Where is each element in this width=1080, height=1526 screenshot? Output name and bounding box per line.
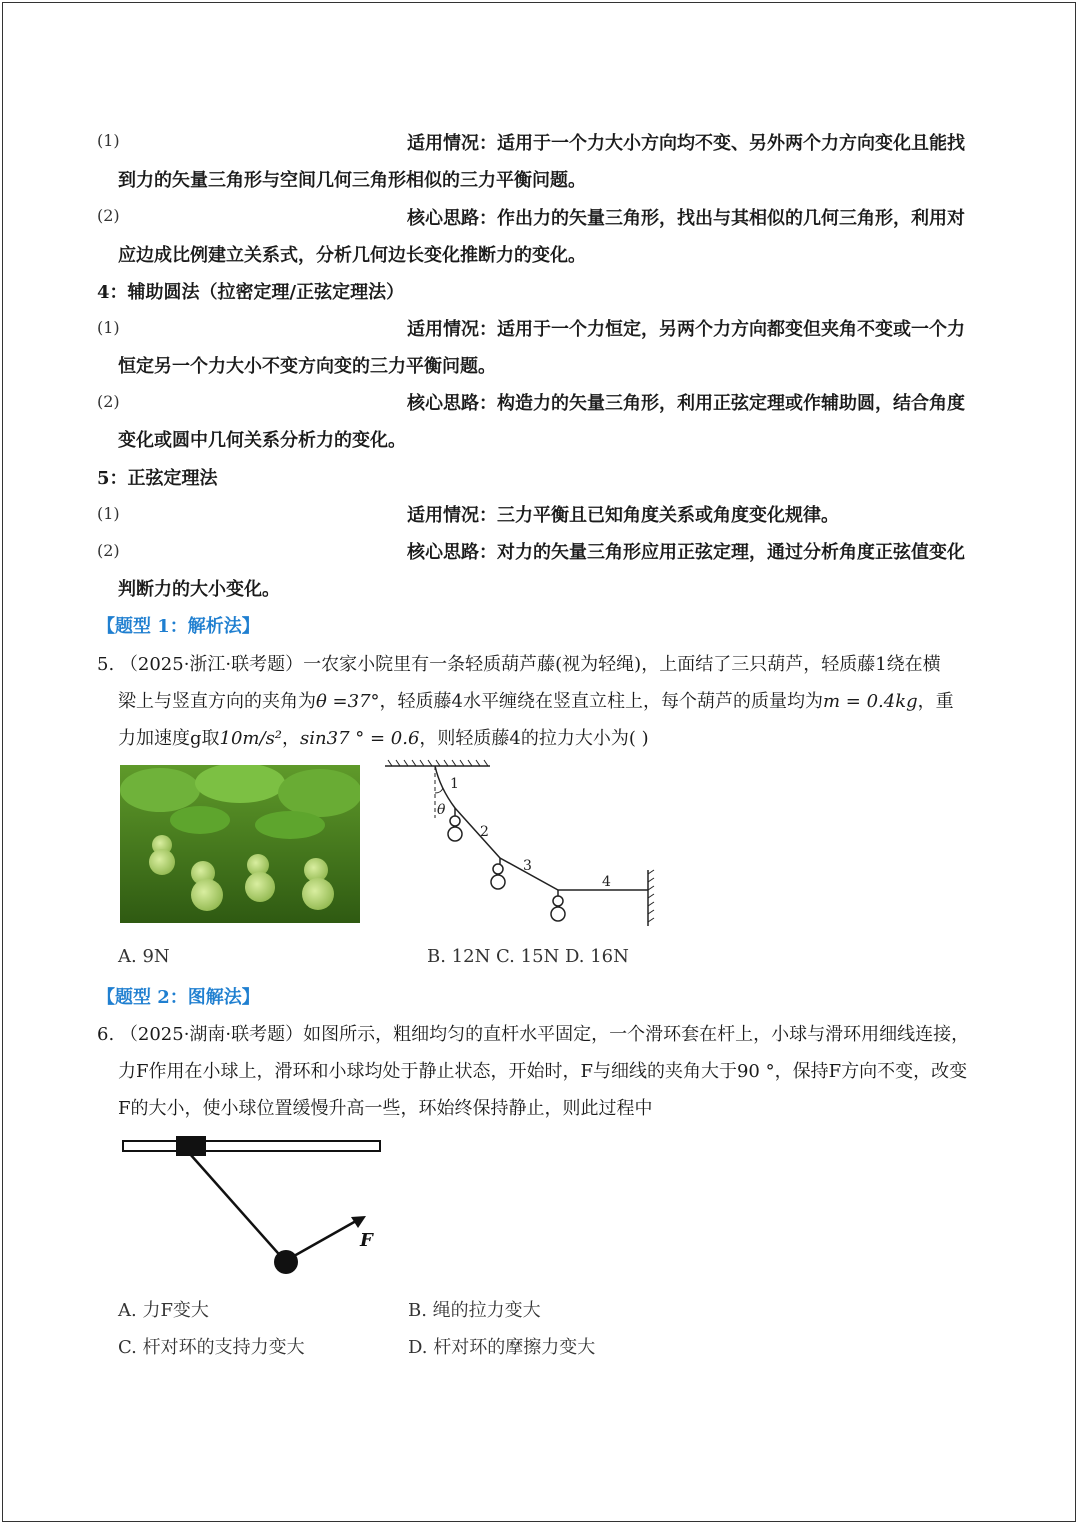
option-b: B. 绳的拉力变大 [408,1300,541,1321]
rod-ring-ball-diagram [118,1128,388,1278]
item-text-continued: 到力的矢量三角形与空间几何三角形相似的三力平衡问题。 [118,170,586,191]
label-1: 1 [450,776,459,792]
item-text: 适用情况：适用于一个力大小方向均不变、另外两个力方向变化且能找 [407,133,965,154]
option-c: C. 杆对环的支持力变大 [118,1337,305,1358]
label-2: 2 [480,824,489,840]
section-heading-4: 4：辅助圆法（拉密定理/正弦定理法） [97,282,405,303]
item-number: (2) [97,392,120,411]
label-4: 4 [602,874,611,890]
gourd-photo [120,765,360,923]
item-text: 适用情况：适用于一个力恒定，另两个力方向都变但夹角不变或一个力 [407,319,965,340]
item-text-continued: 应边成比例建立关系式，分析几何边长变化推断力的变化。 [118,245,586,266]
item-number: (2) [97,541,120,560]
item-text-continued: 变化或圆中几何关系分析力的变化。 [118,430,406,451]
item-number: (1) [97,504,120,523]
question-5-text: 5. （2025·浙江·联考题）一农家小院里有一条轻质葫芦藤(视为轻绳)，上面结了三只葫芦，轻质藤1绕在横 [97,654,941,675]
force-label-F: F [360,1230,373,1251]
item-text: 适用情况：三力平衡且已知角度关系或角度变化规律。 [407,505,839,526]
label-theta: θ [437,802,446,818]
item-number: (1) [97,131,120,150]
item-text: 核心思路：对力的矢量三角形应用正弦定理，通过分析角度正弦值变化 [407,542,965,563]
item-text-continued: 判断力的大小变化。 [118,579,280,600]
question-5-line3: 力加速度g取10m/s²，sin37 ° = 0.6，则轻质藤4的拉力大小为( ) [118,728,649,749]
question-6-line3: F的大小，使小球位置缓慢升高一些，环始终保持静止，则此过程中 [118,1098,653,1119]
vine-force-diagram [380,758,660,928]
options-b-c-d: B. 12N C. 15N D. 16N [427,946,629,967]
option-a: A. 力F变大 [118,1300,209,1321]
item-text-continued: 恒定另一个力大小不变方向变的三力平衡问题。 [118,356,496,377]
item-text: 核心思路：构造力的矢量三角形，利用正弦定理或作辅助圆，结合角度 [407,393,965,414]
question-type-heading: 【题型 2：图解法】 [97,987,260,1008]
question-type-heading: 【题型 1：解析法】 [97,616,260,637]
item-text: 核心思路：作出力的矢量三角形，找出与其相似的几何三角形，利用对 [407,208,965,229]
question-5-line2: 梁上与竖直方向的夹角为θ =37°，轻质藤4水平缠绕在竖直立柱上，每个葫芦的质量均为m = 0.4kg，重 [118,691,954,712]
item-number: (2) [97,206,120,225]
option-a: A. 9N [118,946,170,967]
question-6-line2: 力F作用在小球上，滑环和小球均处于静止状态，开始时，F与细线的夹角大于90 °，保持F方向不变，改变 [118,1061,968,1082]
item-number: (1) [97,318,120,337]
option-d: D. 杆对环的摩擦力变大 [408,1337,596,1358]
label-3: 3 [523,858,532,874]
question-6-text: 6. （2025·湖南·联考题）如图所示，粗细均匀的直杆水平固定，一个滑环套在杆上，小球与滑环用细线连接， [97,1024,970,1045]
section-heading-5: 5：正弦定理法 [97,468,218,489]
